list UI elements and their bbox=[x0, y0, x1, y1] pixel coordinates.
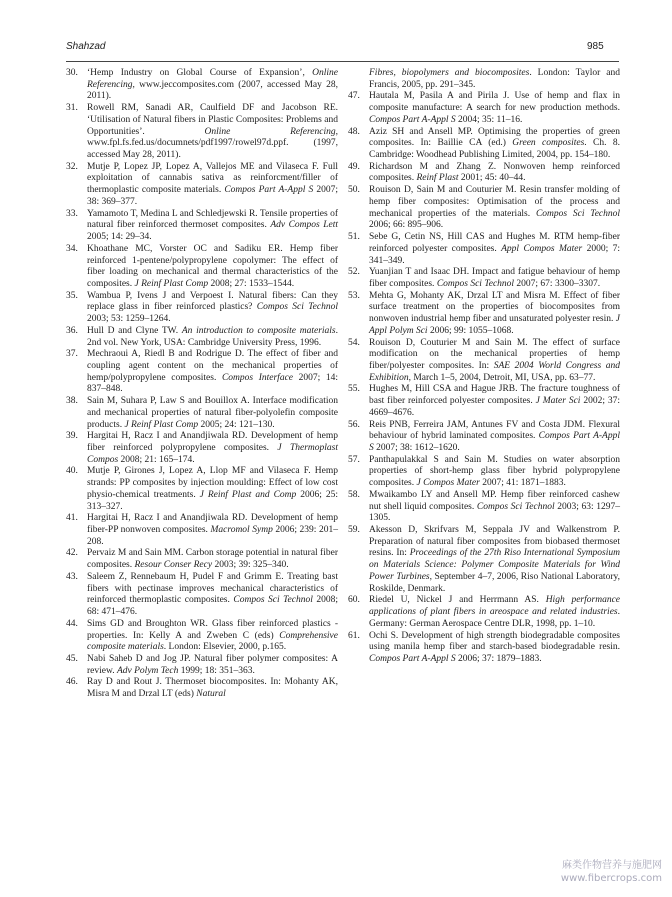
reference-text: Mechraoui A, Riedl B and Rodrigue D. The effect of fiber and coupling agent content on the mechanical properties of hemp/polypropylene composites. bbox=[87, 349, 338, 383]
reference-number: 45. bbox=[66, 653, 78, 664]
reference-text: Mwaikambo LY and Ansell MP. Hemp fiber reinforced cashew nut shell liquid composites. bbox=[369, 489, 620, 512]
reference-number: 46. bbox=[66, 677, 78, 688]
reference-text: Pervaiz M and Sain MM. Carbon storage potential in natural fiber composites. bbox=[87, 548, 338, 571]
reference-number: 56. bbox=[348, 419, 360, 430]
reference-source: Comprehensive composite materials bbox=[87, 630, 338, 653]
reference-text: 2006; 239: 201–208. bbox=[87, 525, 338, 547]
reference-source: J Compos Mater bbox=[416, 478, 480, 489]
references-column-right bbox=[348, 68, 620, 666]
reference-item bbox=[348, 267, 620, 290]
reference-text: 2001; 45: 40–44. bbox=[458, 173, 526, 184]
reference-item bbox=[66, 654, 338, 677]
reference-source: J Appl Polym Sci bbox=[369, 314, 620, 336]
reference-text: 1999; 18: 351–363. bbox=[178, 665, 255, 676]
reference-item bbox=[348, 631, 620, 666]
header-rule bbox=[66, 61, 619, 62]
reference-source: Compos Sci Technol bbox=[233, 595, 313, 606]
reference-item bbox=[66, 619, 338, 654]
reference-text: Rouison D, Couturier M and Sain M. The effect of surface modification on the mechanical properties of hemp fiber/polyester composites. In: bbox=[369, 337, 620, 371]
reference-item bbox=[66, 162, 338, 209]
reference-number: 57. bbox=[348, 454, 360, 465]
reference-text: ‘Hemp Industry on Global Course of Expansion’, bbox=[87, 68, 313, 78]
reference-item bbox=[348, 127, 620, 162]
reference-source: Proceedings of the 27th Riso International Symposium on Materials Science: Polymer Composite Materials for Wind Power Turbines bbox=[369, 548, 621, 582]
reference-item bbox=[66, 431, 338, 466]
reference-text: Mehta G, Mohanty AK, Drzal LT and Misra M. Effect of fiber surface treatment on the properties of biocomposites from nonwoven industrial hemp fiber and unsaturated polyester resin. bbox=[369, 290, 620, 325]
reference-item bbox=[348, 420, 620, 455]
reference-source: Compos Part A-Appl S bbox=[369, 431, 620, 453]
reference-item bbox=[348, 162, 620, 185]
reference-source: Online Referencing bbox=[204, 126, 336, 137]
reference-source: Compos Part A-Appl S bbox=[369, 653, 456, 664]
reference-text: . Germany: German Aerospace Centre DLR, 1998, pp. 1–10. bbox=[369, 607, 620, 629]
reference-item bbox=[66, 103, 338, 162]
reference-text: Akesson D, Skrifvars M, Seppala JV and Walkenstrom P. Preparation of natural fiber composites from biobased thermoset resins. In: bbox=[369, 525, 620, 559]
reference-item bbox=[348, 338, 620, 385]
reference-text: 2007; 67: 3300–3307. bbox=[514, 278, 601, 289]
reference-item bbox=[348, 291, 620, 338]
reference-source: Reinf Plast bbox=[416, 173, 459, 184]
reference-text: Mutje P, Lopez JP, Lopez A, Vallejos ME and Vilaseca F. Full exploitation of cannabis sativa as reinforcment/filler of thermoplastic composite materials. bbox=[87, 161, 338, 196]
reference-source: Adv Polym Tech bbox=[116, 665, 179, 676]
reference-source: SAE 2004 World Congress and Exhibition bbox=[369, 360, 620, 383]
reference-number: 47. bbox=[348, 91, 360, 102]
reference-text: 2008; 21: 165–174. bbox=[118, 454, 195, 465]
reference-text: , September 4–7, 2006, Riso National Laboratory, Roskilde, Denmark. bbox=[369, 571, 620, 594]
reference-text: Saleem Z, Rennebaum H, Pudel F and Grimm E. Treating bast fibers with pectinase improves mechanical characteristics of reinforced thermoplastic composites. bbox=[87, 571, 338, 606]
reference-item bbox=[348, 232, 620, 267]
reference-text: 2003; 53: 1259–1264. bbox=[87, 314, 171, 325]
reference-text: . London: Elsevier, 2000, p.165. bbox=[163, 642, 287, 653]
reference-item bbox=[66, 466, 338, 513]
reference-number: 37. bbox=[66, 349, 78, 360]
reference-item bbox=[66, 291, 338, 326]
watermark-url: www.fibercrops.com bbox=[560, 873, 662, 884]
reference-number: 34. bbox=[66, 243, 78, 254]
reference-text: Rowell RM, Sanadi AR, Caulfield DF and Jacobson RE. ‘Utilisation of Natural fibers in Plastic Composites: Problems and Opportunities’. bbox=[87, 103, 338, 137]
reference-source: J Reinf Plast Comp bbox=[134, 278, 209, 289]
reference-text: 2007; 38: 369–377. bbox=[87, 185, 338, 207]
reference-number: 43. bbox=[66, 571, 78, 582]
reference-text: Reis PNB, Ferreira JAM, Antunes FV and Costa JDM. Flexural behaviour of hybrid laminated composites. bbox=[369, 419, 620, 442]
reference-item bbox=[66, 326, 338, 349]
reference-text: 2005; 14: 29–34. bbox=[87, 232, 152, 243]
reference-text: Nabi Saheb D and Jog JP. Natural fiber polymer composites: A review. bbox=[87, 653, 338, 676]
reference-number: 49. bbox=[348, 161, 360, 172]
references-column-left bbox=[66, 68, 338, 701]
reference-source: Compos Sci Technol bbox=[535, 208, 621, 219]
reference-text: Wambua P, Ivens J and Verpoest I. Natural fibers: Can they replace glass in fiber reinforced plastics? bbox=[87, 290, 338, 313]
reference-text: Sebe G, Cetin NS, Hill CAS and Hughes M. RTM hemp-fiber reinforced polyester composites. bbox=[369, 232, 620, 254]
reference-text: Ray D and Rout J. Thermoset biocomposites. In: Mohanty AK, Misra M and Drzal LT (eds) bbox=[87, 677, 338, 700]
reference-number: 60. bbox=[348, 595, 360, 606]
reference-text: Sims GD and Broughton WR. Glass fiber reinforced plastics - properties. In: Kelly A and Zweben C (eds) bbox=[87, 618, 338, 641]
reference-text: 2000; 7: 341–349. bbox=[369, 243, 620, 266]
reference-number: 61. bbox=[348, 630, 360, 641]
reference-source: High performance applications of plant fibers in areospace and related industries bbox=[369, 595, 621, 618]
reference-text: Hull D and Clyne TW. bbox=[87, 325, 182, 336]
reference-item bbox=[66, 572, 338, 619]
reference-text: Yuanjian T and Isaac DH. Impact and fatigue behaviour of hemp fiber composites. bbox=[369, 267, 620, 289]
reference-number: 59. bbox=[348, 525, 360, 536]
reference-source: Compos Sci Technol bbox=[256, 302, 339, 313]
reference-number: 36. bbox=[66, 325, 78, 336]
reference-item bbox=[348, 68, 620, 91]
reference-number: 31. bbox=[66, 103, 78, 114]
reference-text: 2002; 37: 4669–4676. bbox=[369, 396, 620, 418]
reference-source: Appl Compos Mater bbox=[501, 243, 583, 254]
reference-number: 41. bbox=[66, 513, 78, 524]
reference-text: Hargitai H, Racz I and Anandjiwala RD. Development of hemp fiber reinforced polypropylene composites. bbox=[87, 431, 338, 453]
reference-source: Fibres, biopolymers and biocomposites bbox=[369, 68, 530, 78]
reference-source: Resour Conser Recy bbox=[134, 560, 213, 571]
reference-text: , March 1–5, 2004, Detroit, MI, USA, pp. 63–77. bbox=[408, 372, 596, 383]
reference-source: Compos Sci Technol bbox=[476, 501, 555, 512]
reference-item bbox=[66, 209, 338, 244]
reference-source: Compos Sci Technol bbox=[436, 278, 515, 289]
reference-source: Compos Interface bbox=[221, 372, 294, 383]
reference-source: Macromol Symp bbox=[210, 525, 273, 536]
reference-text: 2008; 68: 471–476. bbox=[87, 595, 339, 618]
reference-item bbox=[348, 455, 620, 490]
reference-item bbox=[348, 185, 620, 232]
reference-text: 2005; 24: 121–130. bbox=[198, 419, 275, 430]
reference-item bbox=[348, 384, 620, 419]
reference-text: Hughes M, Hill CSA and Hague JRB. The fracture toughness of bast fiber reinforced polyester composites. bbox=[369, 384, 620, 407]
reference-text: . 2nd vol. New York, USA: Cambridge University Press, 1996. bbox=[87, 325, 338, 348]
reference-text: . Ch. 8. Cambridge: Woodhead Publishing Limited, 2004, pp. 154–180. bbox=[369, 138, 621, 161]
reference-source: Adv Compos Lett bbox=[270, 220, 339, 231]
reference-text: 2003; 39: 325–340. bbox=[212, 560, 289, 571]
reference-text: Hautala M, Pasila A and Pirila J. Use of hemp and flax in composite manufacture: A search for new production methods. bbox=[369, 91, 620, 114]
reference-text: Yamamoto T, Medina L and Schledjewski R. Tensile properties of natural fiber reinforced thermoset composites. bbox=[87, 208, 338, 231]
reference-source: J Reinf Plast Comp bbox=[124, 419, 199, 430]
reference-text: 2007; 41: 1871–1883. bbox=[479, 478, 566, 489]
reference-text: Khoathane MC, Vorster OC and Sadiku ER. Hemp fiber reinforced 1-pentene/polypropylene copolymer: The effect of fiber loading on mechanical and thermal characteristics of the composites. bbox=[87, 243, 338, 289]
reference-text: Rouison D, Sain M and Couturier M. Resin transfer molding of hemp fiber composites: Optimisation of the process and mechanical properties of the materials. bbox=[369, 185, 620, 219]
reference-number: 32. bbox=[66, 161, 78, 172]
reference-number: 40. bbox=[66, 466, 78, 477]
reference-text: 2004; 35: 11–16. bbox=[455, 114, 523, 125]
reference-number: 53. bbox=[348, 290, 360, 301]
reference-item bbox=[66, 68, 338, 103]
reference-text: 2007; 14: 837–848. bbox=[87, 372, 339, 395]
reference-number: 55. bbox=[348, 384, 360, 395]
reference-number: 38. bbox=[66, 396, 78, 407]
reference-text: Riedel U, Nickel J and Herrmann AS. bbox=[369, 595, 546, 606]
reference-number: 51. bbox=[348, 232, 360, 243]
reference-text: 2003; 63: 1297–1305. bbox=[369, 501, 621, 524]
reference-item bbox=[66, 396, 338, 431]
reference-number: 35. bbox=[66, 290, 78, 301]
reference-text: Panthapulakkal S and Sain M. Studies on water absorption properties of short-hemp glass fiber hybrid polypropylene composites. bbox=[369, 454, 620, 489]
reference-source: J Reinf Plast and Comp bbox=[199, 489, 297, 500]
reference-text: , www.jeccomposites.com (2007, accessed May 28, 2011). bbox=[87, 79, 338, 102]
reference-source: Online Referencing bbox=[87, 68, 338, 90]
reference-number: 54. bbox=[348, 337, 360, 348]
reference-text: Mutje P, Girones J, Lopez A, Llop MF and Vilaseca F. Hemp strands: PP composites by injection moulding: Effect of low cost physio-chemical treatments. bbox=[87, 466, 338, 500]
running-head-author: Shahzad bbox=[66, 41, 106, 52]
reference-text: Richardson M and Zhang Z. Nonwoven hemp reinforced composites. bbox=[369, 161, 620, 184]
reference-text: Aziz SH and Ansell MP. Optimising the properties of green composites. In: Baillie CA (ed.) bbox=[369, 126, 620, 149]
reference-text: 2007; 38: 1612–1620. bbox=[373, 443, 460, 453]
reference-item bbox=[348, 91, 620, 126]
reference-text: . London: Taylor and Francis, 2005, pp. 291–345. bbox=[369, 68, 620, 90]
page-number: 985 bbox=[587, 41, 604, 52]
reference-number: 30. bbox=[66, 68, 78, 78]
reference-text: 2008; 27: 1533–1544. bbox=[208, 278, 295, 289]
reference-item bbox=[66, 513, 338, 548]
reference-item bbox=[348, 525, 620, 595]
reference-number: 48. bbox=[348, 126, 360, 137]
watermark-title: 麻类作物营养与施肥网 bbox=[562, 860, 662, 871]
reference-number: 33. bbox=[66, 208, 78, 219]
reference-item bbox=[66, 244, 338, 291]
reference-text: Sain M, Suhara P, Law S and Bouillox A. Interface modification and mechanical properties of natural fiber-polyolefin composite products. bbox=[87, 396, 338, 430]
reference-source: Green composites bbox=[512, 138, 585, 149]
reference-text: Ochi S. Development of high strength biodegradable composites using manila hemp fiber and starch-based biodegradable resin. bbox=[369, 630, 620, 653]
reference-source: J Mater Sci bbox=[535, 396, 581, 407]
reference-number: 52. bbox=[348, 267, 360, 278]
reference-item bbox=[66, 349, 338, 396]
reference-text: 2006; 66: 895–906. bbox=[369, 220, 444, 231]
watermark bbox=[561, 859, 662, 885]
reference-item bbox=[348, 490, 620, 525]
reference-text: , www.fpl.fs.fed.us/documnets/pdf1997/rowel97d.ppf. (1997, accessed May 28, 2011). bbox=[87, 126, 338, 161]
reference-source: Compos Part A-Appl S bbox=[369, 114, 456, 125]
reference-item bbox=[66, 548, 338, 571]
reference-text: 2006; 37: 1879–1883. bbox=[455, 653, 542, 664]
reference-number: 39. bbox=[66, 431, 78, 442]
reference-number: 50. bbox=[348, 185, 360, 196]
reference-number: 42. bbox=[66, 548, 78, 559]
reference-text: 2006; 99: 1055–1068. bbox=[427, 325, 514, 336]
reference-source: J Thermoplast Compos bbox=[87, 443, 338, 465]
reference-item bbox=[66, 677, 338, 700]
reference-number: 58. bbox=[348, 489, 360, 500]
reference-source: Natural bbox=[196, 689, 226, 700]
reference-source: Compos Part A-Appl S bbox=[224, 185, 314, 196]
reference-text: Hargitai H, Racz I and Anandjiwala RD. Development of hemp fiber-PP nonwoven composites. bbox=[87, 513, 338, 536]
reference-number: 44. bbox=[66, 618, 78, 629]
reference-source: An introduction to composite materials bbox=[181, 325, 336, 336]
reference-text: 2006; 25: 313–327. bbox=[87, 489, 338, 512]
reference-item bbox=[348, 595, 620, 630]
